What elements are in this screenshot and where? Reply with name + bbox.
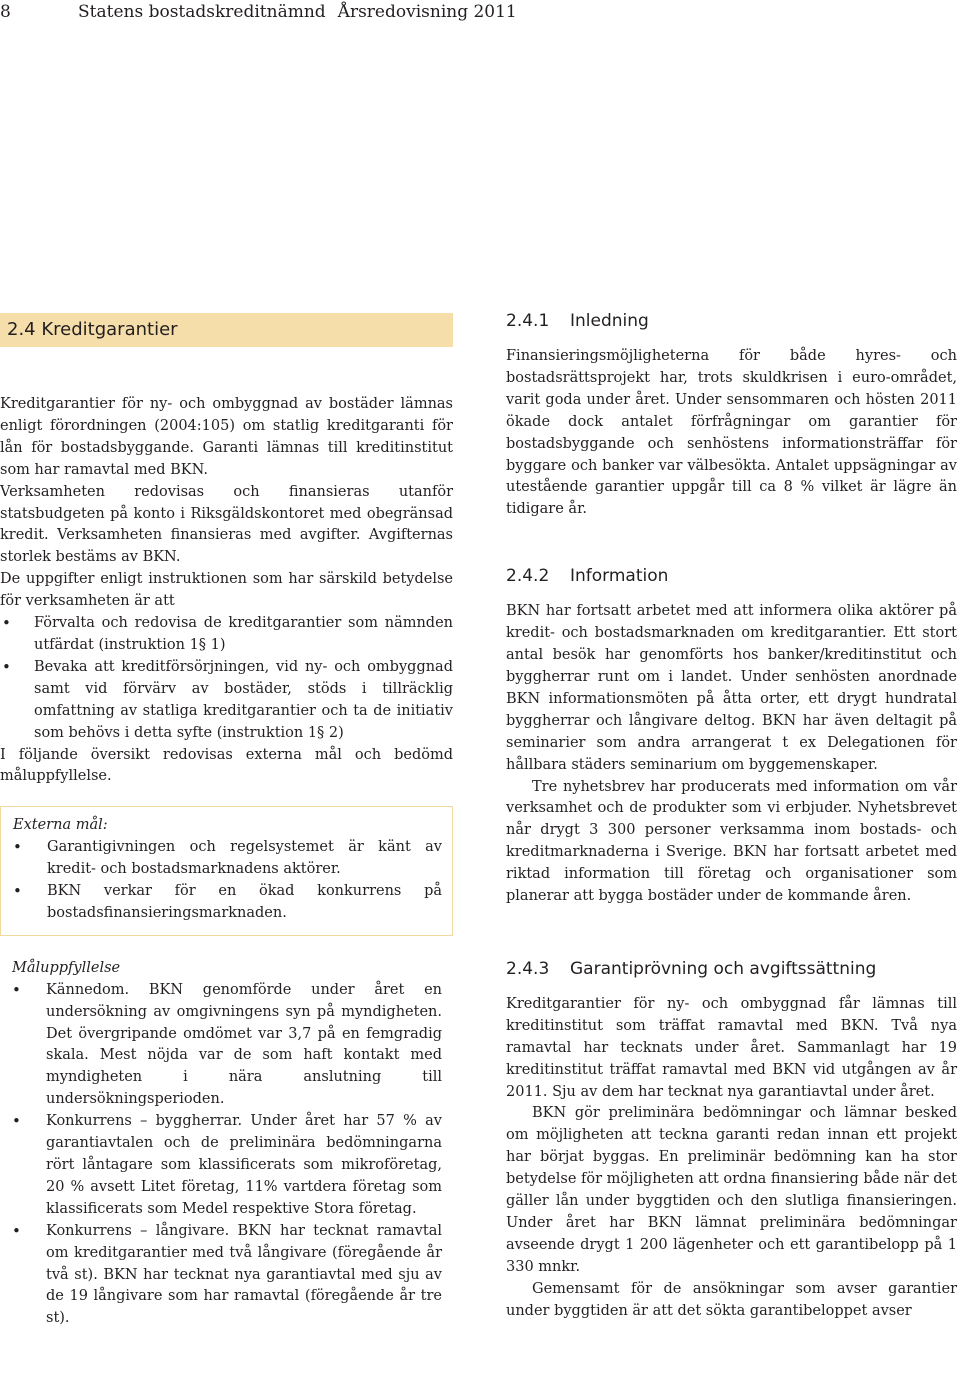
bullet-icon: • (2, 657, 11, 676)
external-goals-list (13, 837, 442, 925)
section-heading: 2.4 Kreditgarantier (0, 313, 453, 347)
list-item: • Garantigivningen och regelsystemet är känt av kredit- och bostadsmarknadens aktörer. (13, 838, 442, 878)
list-item: • Bevaka att kreditförsörjningen, vid ny- och ombyggnad samt vid förvärv av bostäder, stöds i tillräcklig omfattning av statliga kreditgarantier och ta de initiativ som behövs i detta syfte (instruktion 1§ 2) (2, 657, 453, 741)
intro-paragraph: Kreditgarantier för ny- och ombyggnad av bostäder lämnas enligt förordningen (2004:105) om statlig kreditgaranti för lån för bostadsbyggande. Garanti lämnas till kreditinstitut som har ramavtal med BKN. (0, 396, 453, 478)
page-header (0, 2, 517, 22)
external-goals-title: Externa mål: (13, 817, 108, 834)
bullet-icon: • (2, 614, 11, 633)
external-goals-box (0, 806, 453, 936)
tasks-paragraph: De uppgifter enligt instruktionen som har särskild betydelse för verksamheten är att (0, 571, 453, 610)
guarantee-paragraph: Kreditgarantier för ny- och ombyggnad får lämnas till kreditinstitut som träffat ramavtal med BKN. Två nya ramavtal har tecknats under året. Sammanlagt har 19 kreditinstitut träffat ramavtal med BKN vid utgången av år 2011. Sju av dem har tecknat nya garantiavtal under året. (506, 995, 957, 1100)
list-item: • BKN verkar för en ökad konkurrens på bostadsfinansieringsmarknaden. (13, 882, 442, 921)
goal-fulfilment (0, 958, 442, 1330)
subsection-heading-information: 2.4.2 Information (506, 566, 669, 587)
left-column (0, 313, 453, 1330)
bullet-icon: • (12, 1221, 21, 1240)
list-item: • Kännedom. BKN genomförde under året en undersökning av omgivningens syn på myndigheten. Det övergripande omdömet var 3,7 på en femgradig skala. Mest nöjda var de som haft kontakt med myndigheten i nära anslutning till undersökningsperioden. (12, 980, 442, 1108)
introduction-paragraph: Finansieringsmöjligheterna för både hyres- och bostadsrättsprojekt har, trots skuldkrisen i euro-området, varit goda under året. Under sensommaren och hösten 2011 ökade dock antalet förfrågningar om garantier för bostadsbyggande och senhöstens informationsträffar för byggare och banker var välbesökta. Antalet uppsägningar av utestående garantier uppgår till ca 8 % vilket är lägre än tidigare år. (506, 348, 957, 518)
overview-paragraph: I följande översikt redovisas externa mål och bedömd måluppfyllelse. (0, 746, 453, 785)
right-column (506, 310, 957, 1323)
bullet-icon: • (12, 1112, 21, 1131)
bullet-icon: • (13, 838, 22, 857)
bullet-icon: • (13, 882, 22, 901)
page-number: 8 (0, 2, 11, 22)
header-agency: Statens bostadskreditnämnd (78, 2, 326, 22)
tasks-list (0, 613, 453, 744)
bullet-icon: • (12, 980, 21, 999)
information-paragraph: BKN har fortsatt arbetet med att informera olika aktörer på kredit- och bostadsmarknaden om kreditgarantier. Ett stort antal besök har genomförts hos banker/kreditinstitut och byggherrar runt om i landet. Under senhösten anordnade BKN informationsmöten på åtta orter, ett drygt hundratal byggherrar och långivare deltog. BKN har även deltagit på seminarier som andra arrangerat t ex Delegationen för hållbara städers seminarium om byggemenskaper. (506, 603, 957, 773)
list-item: • Konkurrens – långivare. BKN har tecknat ramavtal om kreditgarantier med två långivare (föregående år två st). BKN har tecknat nya garantiavtal med sju av de 19 långivare som har ramavtal (föregående år tre st). (12, 1221, 442, 1327)
subsection-heading-introduction: 2.4.1 Inledning (506, 311, 649, 331)
construction-period-paragraph: Gemensamt för de ansökningar som avser garantier under byggtiden är att det sökta garantibeloppet avser (506, 1280, 957, 1319)
preliminary-assessment-paragraph: BKN gör preliminära bedömningar och lämnar besked om möjligheten att teckna garanti redan innan ett projekt har börjat byggas. En preliminär bedömning kan ha stor betydelse för möjligheten att ordna finansiering både när det gäller lån under byggtiden och den slutliga finansieringen. Under året har BKN lämnat preliminära bedömningar avseende drygt 1 200 lägenheter och ett garantibelopp på 1 330 mnkr. (506, 1105, 957, 1275)
financing-paragraph: Verksamheten redovisas och finansieras utanför statsbudgeten på konto i Riksgäldskontoret med obegränsad kredit. Verksamheten finansieras med avgifter. Avgifternas storlek bestäms av BKN. (0, 483, 453, 566)
goal-fulfilment-list (12, 980, 442, 1331)
header-report-title: Årsredovisning 2011 (337, 2, 517, 22)
subsection-heading-guarantee-review: 2.4.3 Garantiprövning och avgiftssättning (506, 958, 877, 979)
list-item: • Konkurrens – byggherrar. Under året har 57 % av garantiavtalen och de preliminära bedömningarna rört låntagare som klassificerats som mikroföretag, 20 % avsett Litet företag, 11% vartdera företag som klassificerats som Medel respektive Stora företag. (12, 1112, 442, 1217)
goal-fulfilment-title: Måluppfyllelse (12, 959, 121, 976)
list-item: • Förvalta och redovisa de kreditgarantier som nämnden utfärdat (instruktion 1§ 1) (2, 614, 453, 653)
newsletter-paragraph: Tre nyhetsbrev har producerats med information om vår verksamhet och de produkter som vi erbjuder. Nyhetsbrevet når drygt 3 300 personer verksamma inom bostads- och kreditmarknaderna i Sverige. BKN har fortsatt arbetet med riktad information till företag och organisationer som planerar att bygga bostäder under de kommande åren. (506, 778, 957, 905)
